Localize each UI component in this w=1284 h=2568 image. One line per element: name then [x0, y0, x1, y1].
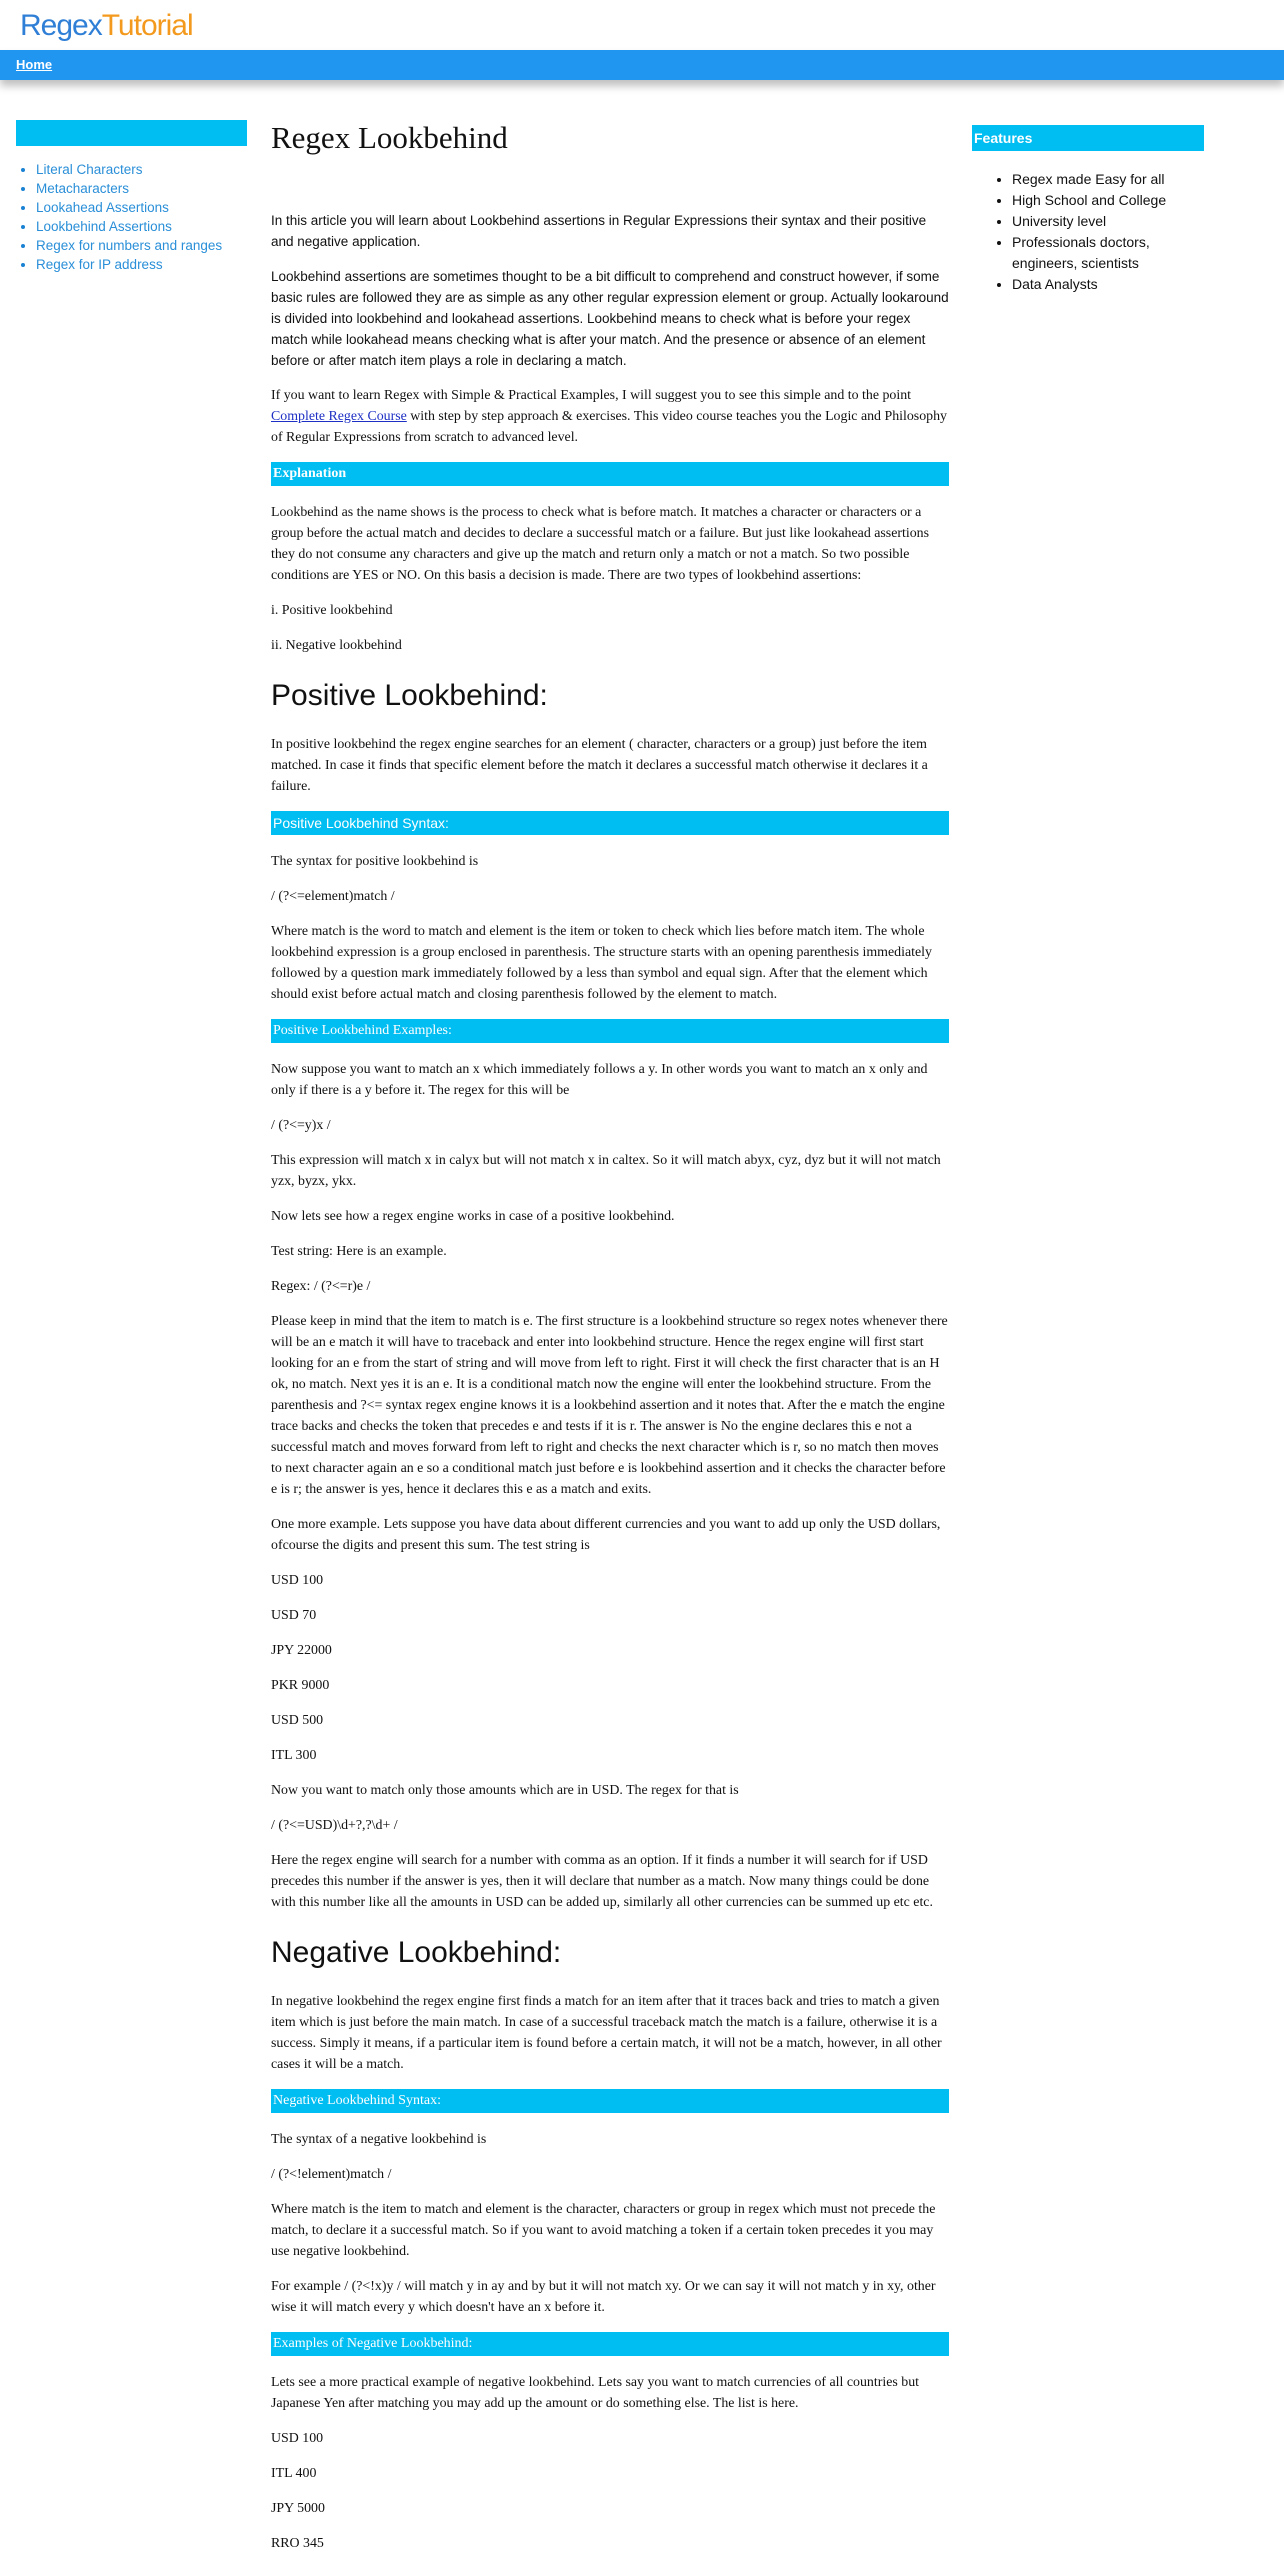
negative-currency-line: ITL 400 — [271, 2466, 317, 2481]
left-sidebar-header — [16, 120, 247, 146]
logo-tutorial: Tutorial — [101, 9, 193, 42]
positive-example-1: Now suppose you want to match an x which immediately follows a y. In other words you want to match an x only and only if there is a y before it. The regex for this will be — [271, 1062, 928, 1098]
top-navbar — [0, 50, 1284, 80]
negative-example-intro: Lets see a more practical example of negative lookbehind. Lets say you want to match currencies of all countries but Japanese Yen after matching you may add up the amount or do something else. The list is here. — [271, 2375, 919, 2411]
page-title: Regex Lookbehind — [271, 120, 508, 155]
positive-syntax-description: Where match is the word to match and element is the item or token to check which lies before match item. The whole lookbehind expression is a group enclosed in parenthesis. The structure starts with an opening parenthesis immediately followed by a question mark immediately followed by a less than symbol and equal sign. After that the element which should exist before actual match and closing parenthesis followed by the element to match. — [271, 924, 932, 1002]
negative-currency-line: RRO 345 — [271, 2536, 324, 2551]
currency-line: USD 70 — [271, 1608, 317, 1623]
feature-item: • University level — [1012, 211, 1204, 232]
negative-syntax-intro: The syntax of a negative lookbehind is — [271, 2132, 487, 2147]
nav-home-link[interactable]: Home — [16, 57, 53, 72]
left-sidebar — [16, 120, 247, 274]
positive-syntax-intro: The syntax for positive lookbehind is — [271, 854, 479, 869]
positive-example-1-description: This expression will match x in calyx but will not match x in caltex. So it will match abyx, cyz, dyz but it will not match yzx, byzx, ykx. — [271, 1153, 941, 1189]
heading-positive-lookbehind: Positive Lookbehind: — [271, 679, 548, 712]
negative-syntax: / (?<!element)match / — [271, 2167, 392, 2182]
currency-line: PKR 9000 — [271, 1678, 330, 1693]
complete-regex-course-link[interactable]: Complete Regex Course — [271, 409, 407, 424]
usd-description: Here the regex engine will search for a number with comma as an option. If it finds a number it will search for if USD precedes this number if the answer is yes, then it will declare that number as a match. Now many things could be done with this number like all the amounts in USD can be added up, similarly all other currencies can be summed up etc etc. — [271, 1853, 933, 1910]
explanation-paragraph: Lookbehind as the name shows is the process to check what is before match. It matches a character or characters or a group before the actual match and decides to declare a successful match or a failure. But just like lookahead assertions they do not consume any characters and give up the match and return only a match or not a match. So two possible conditions are YES or NO. On this basis a decision is made. There are two types of lookbehind assertions: — [271, 505, 930, 583]
usd-intro: Now you want to match only those amounts which are in USD. The regex for that is — [271, 1783, 739, 1798]
engine-description: Please keep in mind that the item to match is e. The first structure is a lookbehind structure so regex notes whenever there will be an e match it will have to traceback and enter into lookbehind structure. Hence the regex engine will first start looking for an e from the start of string and will move from left to right. First it will check the first character that is an H ok, no match. Next yes it is an e. It is a conditional match now the engine will enter the lookbehind structure. From the parenthesis and ?<= syntax regex engine knows it is a lookbehind assertion and it notes that. After the e match the engine trace backs and checks the token that precedes e and tests if it is r. The answer is No the engine declares this e not a successful match and moves forward from left to right and checks the next character which is r, so no match then moves to next character again an e so a conditional match just before e is lookbehind assertion and it checks the character before e is r; the answer is yes, hence it declares this e as a match and exits. — [271, 1314, 948, 1497]
type-positive: i. Positive lookbehind — [271, 603, 393, 618]
section-heading-negative-examples: Examples of Negative Lookbehind: — [271, 2332, 949, 2356]
feature-item: • High School and College — [1012, 190, 1204, 211]
features-panel — [972, 125, 1204, 295]
negative-example: For example / (?<!x)y / will match y in ay and by but it will not match xy. Or we can say it will not match y in xy, other wise it will match every y which doesn't have an x before it. — [271, 2279, 936, 2315]
section-heading-negative-syntax: Negative Lookbehind Syntax: — [271, 2089, 949, 2113]
sidebar-item-lookahead[interactable]: • Lookahead Assertions — [36, 198, 247, 217]
negative-currency-line: USD 100 — [271, 2431, 324, 2446]
article-content — [271, 112, 949, 2568]
negative-currency-line: JPY 5000 — [271, 2501, 325, 2516]
sidebar-item-metacharacters[interactable]: • Metacharacters — [36, 179, 247, 198]
sidebar-item-numbers-ranges[interactable]: • Regex for numbers and ranges — [36, 236, 247, 255]
features-title: Features — [972, 125, 1204, 151]
heading-negative-lookbehind: Negative Lookbehind: — [271, 1936, 562, 1969]
feature-item: • Regex made Easy for all — [1012, 169, 1204, 190]
negative-intro: In negative lookbehind the regex engine first finds a match for an item after that it traces back and tries to match a given item which is just before the main match. In case of a successful traceback match the match is a failure, otherwise it is a success. Simply it means, if a particular item is found before a certain match, it will not be a match, however, in all other cases it will be a match. — [271, 1994, 942, 2072]
currency-line: JPY 22000 — [271, 1643, 332, 1658]
section-heading-positive-examples: Positive Lookbehind Examples: — [271, 1019, 949, 1043]
sidebar-item-lookbehind[interactable]: • Lookbehind Assertions — [36, 217, 247, 236]
features-list — [972, 169, 1204, 295]
logo-regex: Regex — [20, 9, 102, 42]
positive-example-1-regex: / (?<=y)x / — [271, 1118, 331, 1133]
sidebar-item-ip-address[interactable]: • Regex for IP address — [36, 255, 247, 274]
feature-item: • Professionals doctors, engineers, scientists — [1012, 232, 1204, 274]
currency-intro: One more example. Lets suppose you have data about different currencies and you want to add up only the USD dollars, ofcourse the digits and present this sum. The test string is — [271, 1517, 941, 1553]
currency-line: USD 500 — [271, 1713, 324, 1728]
negative-syntax-description: Where match is the item to match and element is the character, characters or group in regex which must not precede the match, to declare it a successful match. So if you want to avoid matching a token if a certain token precedes it you may use negative lookbehind. — [271, 2202, 936, 2259]
sidebar-menu — [16, 160, 247, 274]
section-heading-positive-syntax: Positive Lookbehind Syntax: — [271, 811, 949, 835]
positive-example-2: Now lets see how a regex engine works in case of a positive lookbehind. — [271, 1209, 675, 1224]
feature-item: • Data Analysts — [1012, 274, 1204, 295]
site-logo[interactable] — [20, 6, 193, 46]
usd-regex: / (?<=USD)\d+?,?\d+ / — [271, 1818, 398, 1833]
currency-line: USD 100 — [271, 1573, 324, 1588]
positive-intro: In positive lookbehind the regex engine searches for an element ( character, characters or a group) just before the item matched. In case it finds that specific element before the match it declares a successful match otherwise it declares it a failure. — [271, 737, 928, 794]
course-paragraph: If you want to learn Regex with Simple & Practical Examples, I will suggest you to see this simple and to the point Complete Regex Course with step by step approach & exercises. This video course teaches you the Logic and Philosophy of Regular Expressions from scratch to advanced level. — [271, 388, 947, 445]
positive-syntax: / (?<=element)match / — [271, 889, 395, 904]
regex-line: Regex: / (?<=r)e / — [271, 1279, 371, 1294]
article-intro: In this article you will learn about Lookbehind assertions in Regular Expressions their syntax and their positive and negative application. — [271, 213, 927, 249]
section-heading-explanation: Explanation — [271, 462, 949, 486]
test-string: Test string: Here is an example. — [271, 1244, 447, 1259]
sidebar-item-literal-characters[interactable]: • Literal Characters — [36, 160, 247, 179]
article-paragraph: Lookbehind assertions are sometimes thought to be a bit difficult to comprehend and construct however, if some basic rules are followed they are as simple as any other regular expression element or group. Actually lookaround is divided into lookbehind and lookahead assertions. Lookbehind means to check what is before your regex match while lookahead means checking what is after your match. And the presence or absence of an element before or after match item plays a role in declaring a match. — [271, 269, 949, 368]
type-negative: ii. Negative lookbehind — [271, 638, 402, 653]
currency-line: ITL 300 — [271, 1748, 317, 1763]
